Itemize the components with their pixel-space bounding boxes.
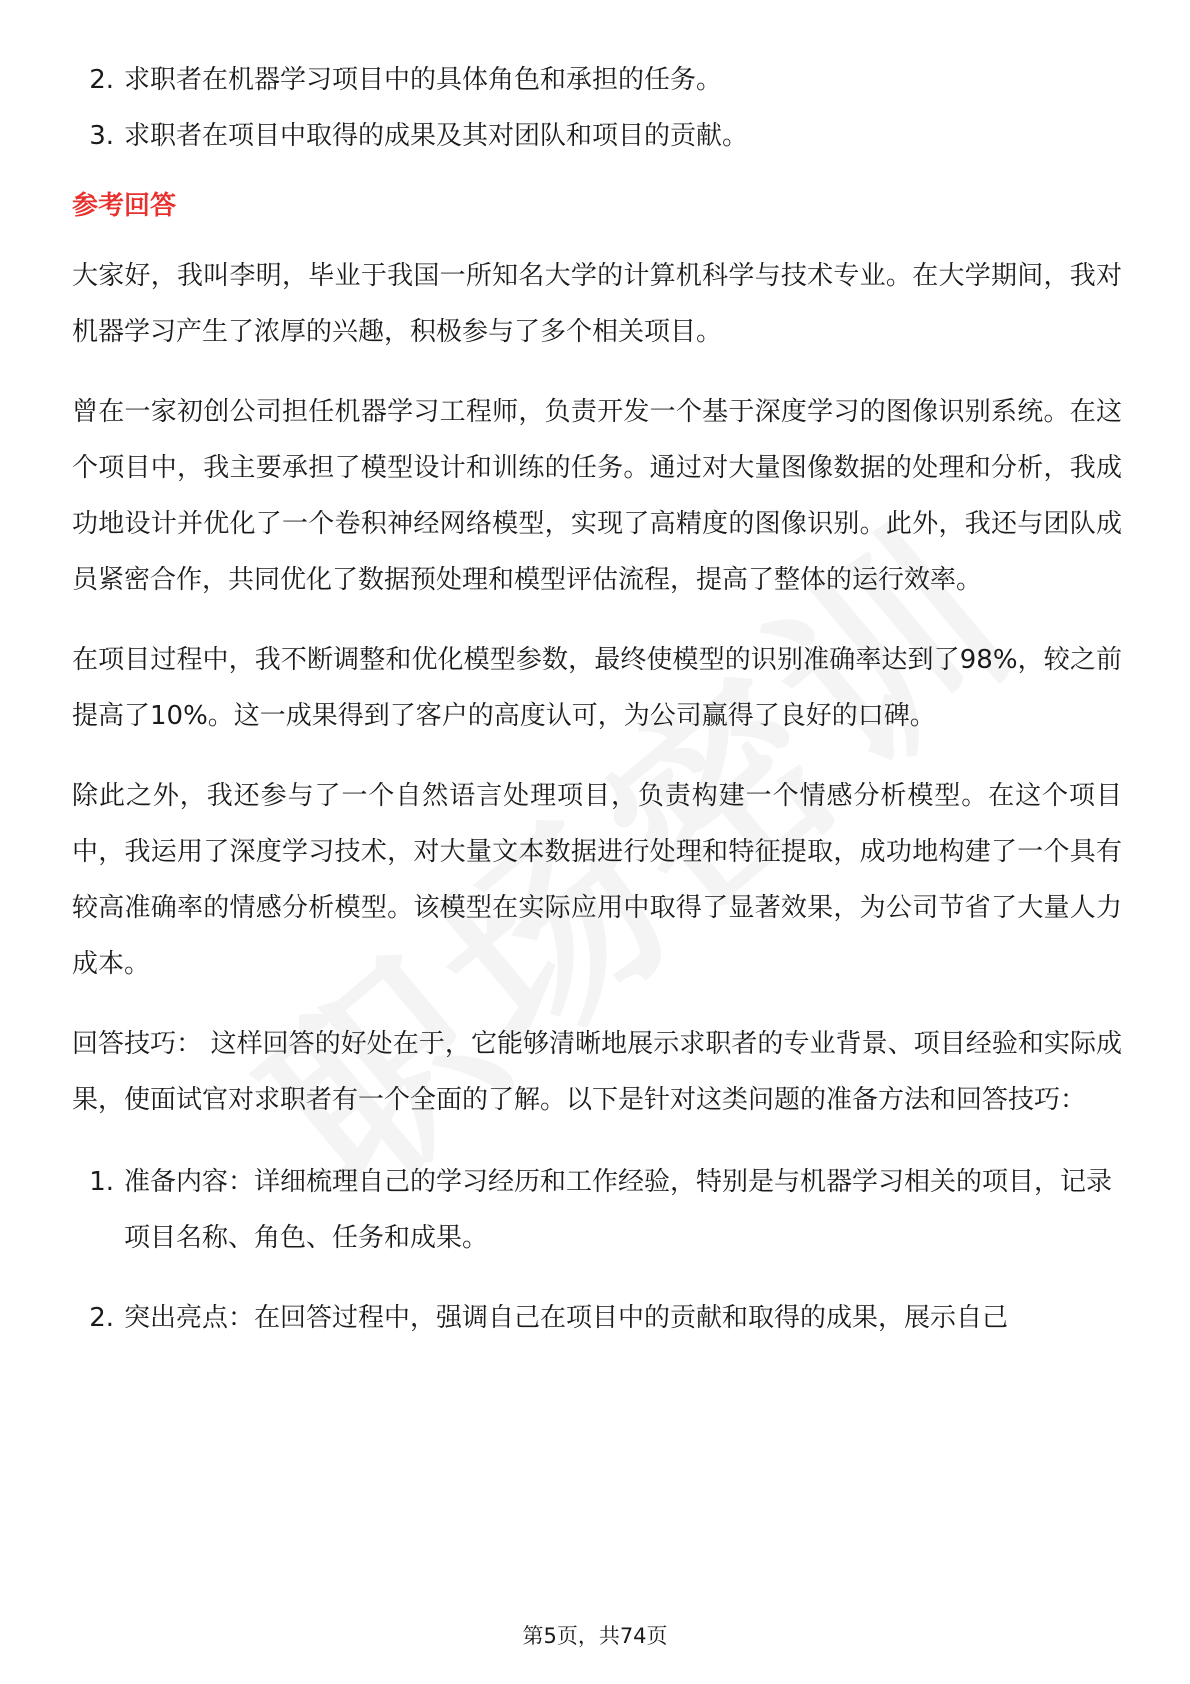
paragraph: 回答技巧： 这样回答的好处在于，它能够清晰地展示求职者的专业背景、项目经验和实际成果，使面试官对求职者有一个全面的了解。以下是针对这类问题的准备方法和回答技巧： [72,1029,1122,1115]
paragraph: 大家好，我叫李明，毕业于我国一所知名大学的计算机科学与技术专业。在大学期间，我对机器学习产生了浓厚的兴趣，积极参与了多个相关项目。 [72,261,1122,347]
list-text: 求职者在机器学习项目中的具体角色和承担的任务。 [124,65,723,95]
document-body [72,52,1122,1370]
list-number: 1. [89,1167,114,1197]
list-item [72,1290,1122,1346]
list-item [72,108,1122,164]
list-number: 2. [89,65,114,95]
list-number: 2. [89,1303,114,1333]
tips-list [72,1154,1122,1346]
paragraph: 在项目过程中，我不断调整和优化模型参数，最终使模型的识别准确率达到了98%，较之前提高了10%。这一成果得到了客户的高度认可，为公司赢得了良好的口碑。 [72,645,1122,731]
paragraph: 曾在一家初创公司担任机器学习工程师，负责开发一个基于深度学习的图像识别系统。在这个项目中，我主要承担了模型设计和训练的任务。通过对大量图像数据的处理和分析，我成功地设计并优化了一个卷积神经网络模型，实现了高精度的图像识别。此外，我还与团队成员紧密合作，共同优化了数据预处理和模型评估流程，提高了整体的运行效率。 [72,397,1122,595]
list-text: 求职者在项目中取得的成果及其对团队和项目的贡献。 [124,121,749,151]
page-footer: 第5页，共74页 [522,1624,668,1648]
paragraph: 除此之外，我还参与了一个自然语言处理项目，负责构建一个情感分析模型。在这个项目中，我运用了深度学习技术，对大量文本数据进行处理和特征提取，成功地构建了一个具有较高准确率的情感分析模型。该模型在实际应用中取得了显著效果，为公司节省了大量人力成本。 [72,781,1122,979]
section-heading: 参考回答 [72,191,177,221]
list-item [72,52,1122,108]
list-text: 准备内容：详细梳理自己的学习经历和工作经验，特别是与机器学习相关的项目，记录项目名称、角色、任务和成果。 [124,1167,1113,1253]
list-text: 突出亮点：在回答过程中，强调自己在项目中的贡献和取得的成果，展示自己 [124,1303,1009,1333]
intro-list [72,52,1122,164]
list-number: 3. [89,121,114,151]
list-item [72,1154,1122,1266]
